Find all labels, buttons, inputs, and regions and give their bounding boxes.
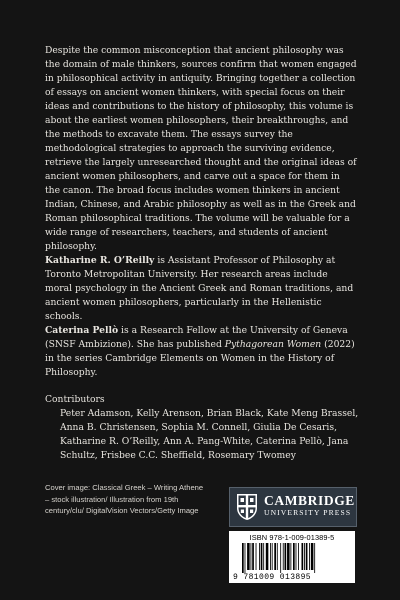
publisher-logo [229,487,357,527]
publisher-name [264,495,355,519]
author-bio-oreilly [45,254,357,324]
publisher-name-line1: CAMBRIDGE [264,493,355,508]
university-shield-icon [236,493,258,521]
book-blurb: Despite the common misconception that ancient philosophy was the domain of male thinkers, sources confirm that women engaged in philosophical activity in antiquity. Bringing together a collection of essays on ancient women thinkers, with special focus on their ideas and contributions to the history of philosophy, this volume is about the earliest women philosophers, their breakthroughs, and the methods to excavate them. The essays survey the methodological strategies to approach the surviving evidence, retrieve the largely unresearched thought and the original ideas of ancient women philosophers, and carve out a space for them in the canon. The broad focus includes women thinkers in ancient Indian, Chinese, and Arabic philosophy as well as in the Greek and Roman philosophical traditions. The volume will be valuable for a wide range of researchers, teachers, and students of ancient philosophy. [45,45,357,252]
contributors-list: Peter Adamson, Kelly Arenson, Brian Black, Kate Meng Brassel, Anna B. Christensen, Sophia M. Connell, Giulia De Cesaris, Katharine R. O’Reilly, Ann A. Pang-White, Caterina Pellò, Jana Schultz, Frisbee C.C. Sheffield, Rosemary Twomey [60,408,359,461]
isbn-barcode-block [229,531,355,583]
publisher-name-line2: UNIVERSITY PRESS [264,508,352,517]
cover-image-credit: Cover image: Classical Greek – Writing Athene – stock illustration/ Illustration from 19th century/clu/ DigitalVision Vectors/Getty Image [45,483,204,515]
author-name-oreilly: Katharine R. O’Reilly [45,255,155,266]
isbn-label: ISBN 978-1-009-01389-5 [249,533,335,542]
book-title-pythagorean-women: Pythagorean Women [224,339,322,350]
author-name-pello: Caterina Pellò [45,325,119,336]
barcode-icon [242,543,344,573]
author-bio-text-oreilly: is Assistant Professor of Philosophy at Toronto Metropolitan University. Her research areas include moral psychology in the Ancient Greek and Roman traditions, and ancient women philosophers, particularly in the Hellenistic schools. [45,255,354,322]
author-bio-pello [45,324,357,380]
author-bio-text-pello-a: is a Research Fellow at the University of Geneva (SNSF Ambizione). She has published [45,325,348,350]
contributors-section [45,393,365,463]
contributors-heading: Contributors [45,394,105,405]
author-bio-text-pello-b: (2022) in the series Cambridge Elements on Women in the History of Philosophy. [45,339,355,378]
barcode-digits: 9 781009 013895 [233,573,312,582]
